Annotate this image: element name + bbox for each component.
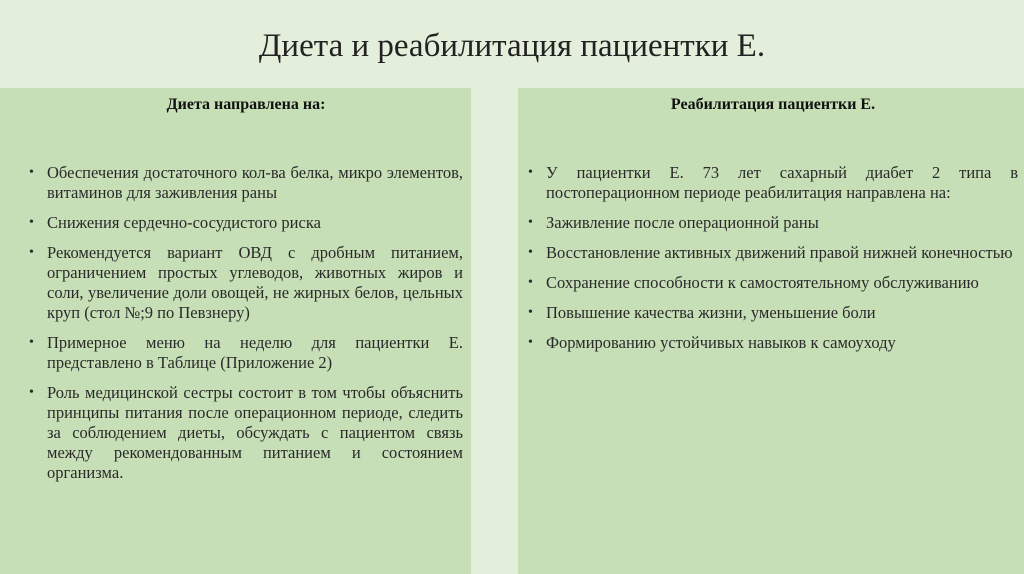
list-item: • Формированию устойчивых навыков к самоуходу xyxy=(528,333,1018,353)
list-item: • Заживление после операционной раны xyxy=(528,213,1018,233)
list-item: • Примерное меню на неделю для пациентки Е. представлено в Таблице (Приложение 2) xyxy=(29,333,463,373)
list-item: • Сохранение способности к самостоятельному обслуживанию xyxy=(528,273,1018,293)
list-item: • Восстановление активных движений правой нижней конечностью xyxy=(528,243,1018,263)
diet-list xyxy=(29,163,463,483)
slide-title: Диета и реабилитация пациентки Е. xyxy=(258,28,766,64)
list-item: • Обеспечения достаточного кол-ва белка, микро элементов, витаминов для заживления раны xyxy=(29,163,463,203)
list-item: • Повышение качества жизни, уменьшение боли xyxy=(528,303,1018,323)
rehab-list xyxy=(528,163,1018,353)
diet-heading: Диета направлена на: xyxy=(166,96,326,113)
list-item: • Роль медицинской сестры состоит в том чтобы объяснить принципы питания после операционном периоде, следить за соблюдением диеты, обсуждать с пациентом связь между рекомендованным питанием и состоянием организма. xyxy=(29,383,463,483)
list-item: • Рекомендуется вариант ОВД с дробным питанием, ограничением простых углеводов, животных жиров и соли, увеличение доли овощей, не жирных белов, цельных круп (стол №;9 по Певзнеру) xyxy=(29,243,463,323)
rehab-panel xyxy=(518,88,1024,574)
list-item: • У пациентки Е. 73 лет сахарный диабет 2 типа в постоперационном периоде реабилитация направлена на: xyxy=(528,163,1018,203)
rehab-heading: Реабилитация пациентки Е. xyxy=(670,96,876,113)
diet-panel xyxy=(0,88,471,574)
list-item: • Снижения сердечно-сосудистого риска xyxy=(29,213,463,233)
